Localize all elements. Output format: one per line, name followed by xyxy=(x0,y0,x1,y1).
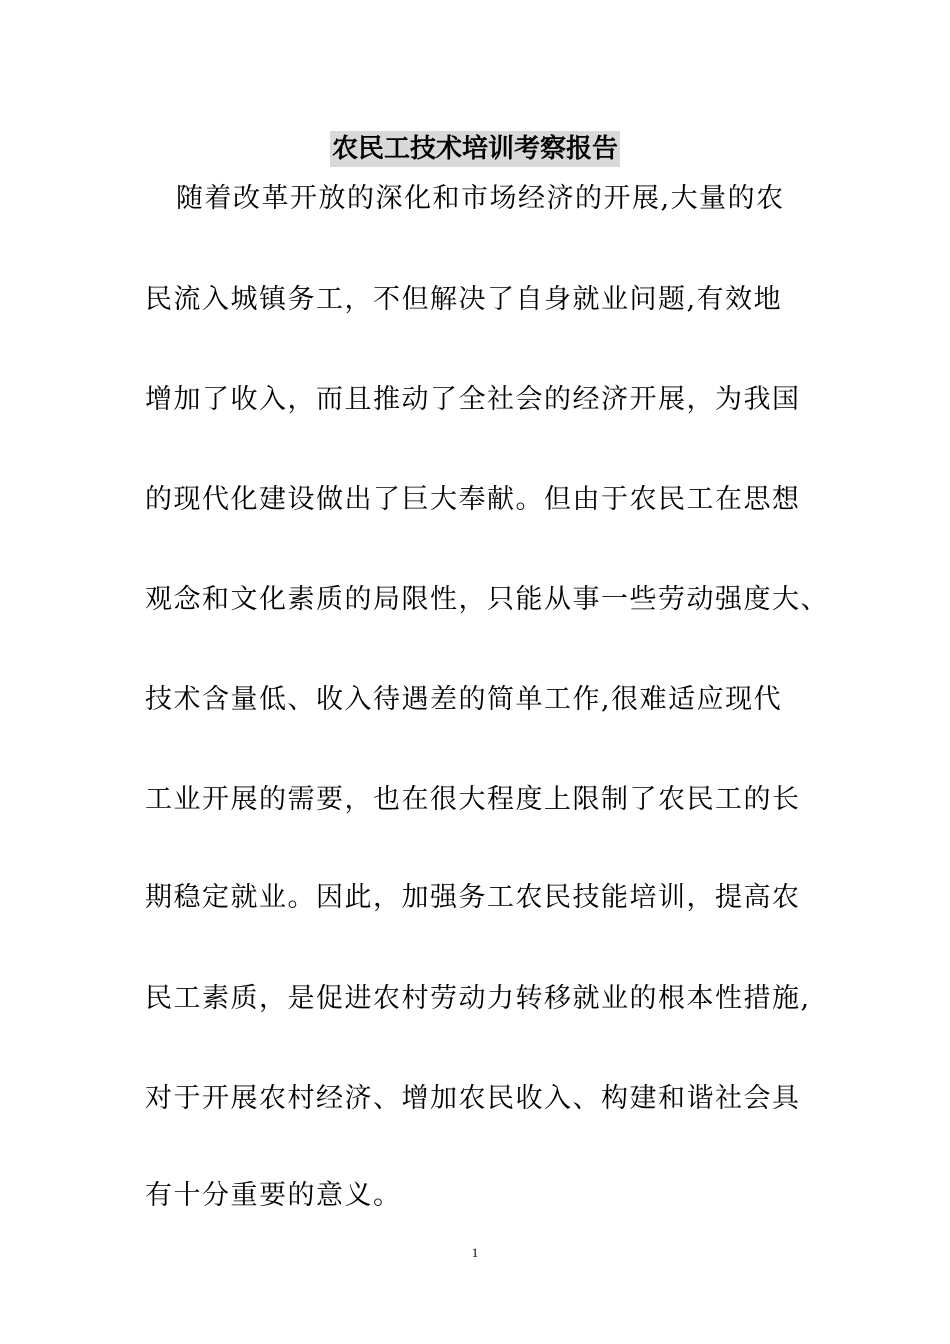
paragraph-line-6: 技术含量低、收入待遇差的简单工作,很难适应现代 xyxy=(145,684,783,715)
paragraph-line-2: 民流入城镇务工，不但解决了自身就业问题,有效地 xyxy=(145,284,783,315)
paragraph-line-5: 观念和文化素质的局限性，只能从事一些劳动强度大、 xyxy=(145,584,829,615)
paragraph-line-1: 随着改革开放的深化和市场经济的开展,大量的农 xyxy=(176,183,785,214)
paragraph-line-9: 民工素质，是促进农村劳动力转移就业的根本性措施, xyxy=(145,983,811,1014)
document-title: 农民工技术培训考察报告 xyxy=(330,131,620,167)
page-number: 1 xyxy=(471,1245,479,1260)
paragraph-line-4: 的现代化建设做出了巨大奉献。但由于农民工在思想 xyxy=(145,484,801,515)
paragraph-line-8: 期稳定就业。因此，加强务工农民技能培训，提高农 xyxy=(145,882,801,913)
paragraph-line-7: 工业开展的需要，也在很大程度上限制了农民工的长 xyxy=(145,784,801,815)
title-container xyxy=(0,131,950,167)
paragraph-line-10: 对于开展农村经济、增加农民收入、构建和谐社会具 xyxy=(145,1083,801,1114)
paragraph-line-11: 有十分重要的意义。 xyxy=(145,1180,402,1211)
paragraph-line-3: 增加了收入，而且推动了全社会的经济开展，为我国 xyxy=(145,384,801,415)
